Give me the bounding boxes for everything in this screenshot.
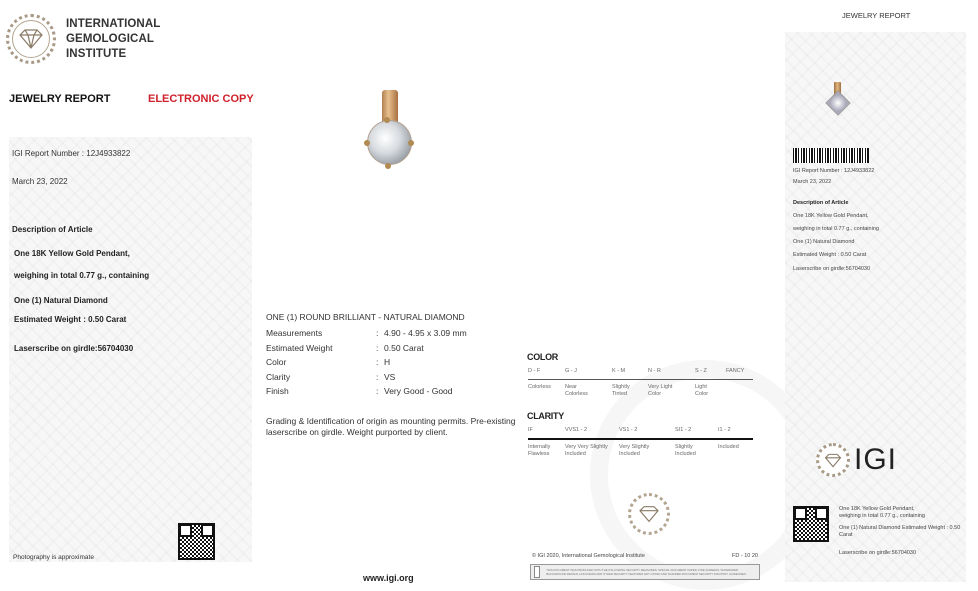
right-description-heading: Description of Article <box>793 200 849 206</box>
report-stub-panel <box>785 32 966 582</box>
spec-label: Clarity <box>266 371 291 382</box>
barcode-icon <box>793 148 869 163</box>
spec-row: Finish : Very Good - Good <box>266 386 453 397</box>
description-heading: Description of Article <box>12 225 93 234</box>
spec-row: Estimated Weight : 0.50 Carat <box>266 342 424 353</box>
color-grades: D - F G - J K - M N - R S - Z FANCY <box>528 368 745 374</box>
right-description-line: Estimated Weight : 0.50 Carat <box>793 252 867 258</box>
right-description-line: weighing in total 0.77 g., containing <box>793 226 879 232</box>
spec-value: 4.90 - 4.95 x 3.09 mm <box>384 328 467 339</box>
right-description-line: One (1) Natural Diamond <box>793 239 855 245</box>
pendant-photo <box>362 90 417 185</box>
spec-label: Estimated Weight <box>266 342 333 353</box>
stub-line: weighing in total 0.77 g., containing <box>839 513 925 519</box>
clarity-grades: IF VVS1 - 2 VS1 - 2 SI1 - 2 I1 - 2 <box>528 427 731 433</box>
copyright: © IGI 2020, International Gemological Institute <box>532 553 645 559</box>
institute-line: GEMOLOGICAL <box>66 32 154 45</box>
stub-line: One 18K Yellow Gold Pendant, <box>839 506 915 512</box>
website-link[interactable]: www.igi.org <box>363 573 414 583</box>
right-laserscribe: Laserscribe on girdle:56704030 <box>793 266 871 272</box>
document-icon <box>534 566 540 578</box>
diamond-specs <box>266 312 467 399</box>
qr-code-icon[interactable] <box>793 506 829 542</box>
spec-label: Color <box>266 357 287 368</box>
security-notice: THIS DOCUMENT WAS PRODUCED WITH THE FOLLOWING SECURITY MEASURES: SPECIAL DOCUMENT PAPER, FINE SCREENS, WATERMARK BACKGROUND DESIGN, HOLOGRAM AND OTHER SECURITY FEATURES NOT LISTED AND SCANNED DOCUMENT SECURITY INDUSTRY GUIDELINES. <box>530 564 760 580</box>
form-code: FD - 10 20 <box>732 553 758 559</box>
igi-seal-icon <box>816 443 850 477</box>
igi-wordmark: IGI <box>854 443 898 476</box>
report-number: IGI Report Number : 12J4933822 <box>12 149 131 158</box>
diamond-stone <box>367 120 412 165</box>
spec-row: Clarity : VS <box>266 371 396 382</box>
spec-value: H <box>384 357 391 368</box>
spec-row: Color : H <box>266 357 391 368</box>
photo-note: Photography is approximate <box>13 554 94 561</box>
stub-line: One (1) Natural Diamond Estimated Weight : 0.50 Carat <box>839 525 961 538</box>
electronic-copy-label: ELECTRONIC COPY <box>148 93 254 105</box>
grading-scales <box>520 300 782 586</box>
right-report-title: JEWELRY REPORT <box>842 11 911 20</box>
institute-name <box>66 17 160 62</box>
description-line: weighing in total 0.77 g., containing <box>14 271 150 280</box>
spec-value: Very Good - Good <box>384 386 453 397</box>
spec-value: VS <box>384 371 396 382</box>
report-date: March 23, 2022 <box>12 177 68 186</box>
igi-seal-icon <box>6 14 56 64</box>
color-scale-title: COLOR <box>527 352 558 362</box>
spec-label: Finish <box>266 386 289 397</box>
description-line: One 18K Yellow Gold Pendant, <box>14 249 130 258</box>
report-summary-card <box>9 137 252 562</box>
grading-note: Grading & Identification of origin as mounting permits. Pre-existing laserscribe on girdle. Weight purported by client. <box>266 416 516 437</box>
clarity-scale-title: CLARITY <box>527 411 564 421</box>
color-scale-divider <box>528 379 753 380</box>
igi-brand-logo <box>816 443 897 477</box>
stub-laserscribe: Laserscribe on girdle:56704030 <box>839 550 917 556</box>
spec-label: Measurements <box>266 328 323 339</box>
spec-value: 0.50 Carat <box>384 342 424 353</box>
color-descriptions: Colorless Near Colorless Slightly Tinted Very Light Color Light Color <box>528 384 709 397</box>
qr-code-icon[interactable] <box>178 523 215 560</box>
description-line: Estimated Weight : 0.50 Carat <box>14 315 127 324</box>
clarity-scale-divider <box>528 438 753 440</box>
spec-row: Measurements : 4.90 - 4.95 x 3.09 mm <box>266 328 467 339</box>
report-title: JEWELRY REPORT <box>9 93 111 105</box>
institute-line: INTERNATIONAL <box>66 17 161 30</box>
igi-logo <box>6 14 160 64</box>
institute-line: INSTITUTE <box>66 47 127 60</box>
clarity-descriptions: Internally Flawless Very Very Slightly Included Very Slightly Included Slightly Included Included <box>528 444 739 457</box>
laserscribe: Laserscribe on girdle:56704030 <box>14 344 134 353</box>
specs-heading: ONE (1) ROUND BRILLIANT - NATURAL DIAMOND <box>266 312 465 322</box>
pendant-thumbnail <box>828 82 848 117</box>
right-report-number: IGI Report Number : 12J4933822 <box>793 168 875 174</box>
right-report-date: March 23, 2022 <box>793 179 832 185</box>
description-line: One (1) Natural Diamond <box>14 296 108 305</box>
igi-seal-icon <box>628 493 670 535</box>
right-description-line: One 18K Yellow Gold Pendant, <box>793 213 869 219</box>
